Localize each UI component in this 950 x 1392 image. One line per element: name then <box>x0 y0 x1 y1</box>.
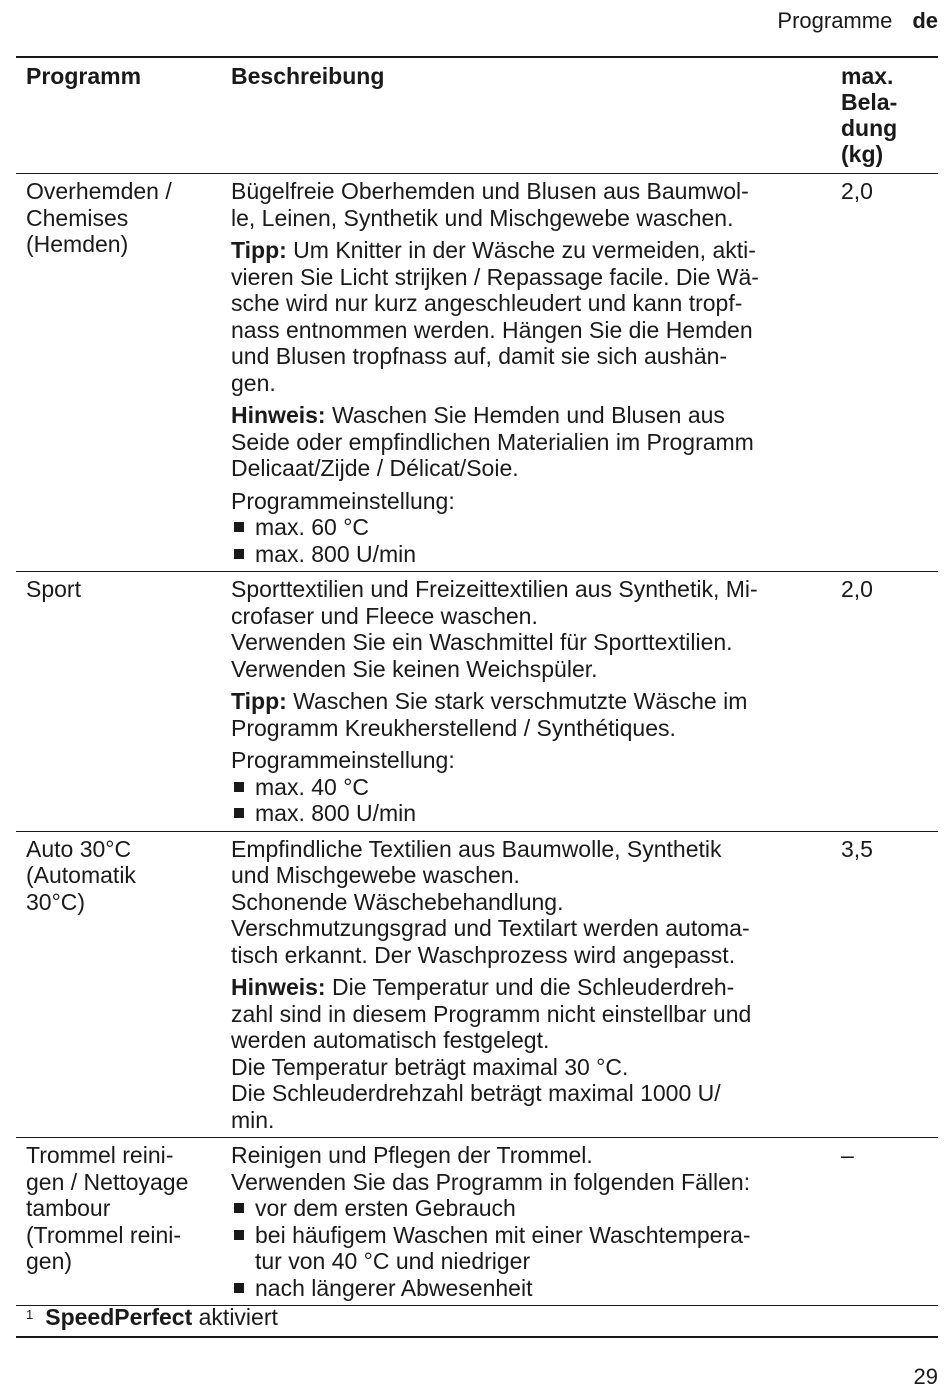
description-paragraph: Sporttextilien und Freizeittextilien aus Synthetik, Mi- crofaser und Fleece waschen. Verwenden Sie ein Waschmittel für Sporttextilien. Verwenden Sie keinen Weichspüler. <box>231 576 758 682</box>
description-paragraph: Reinigen und Pflegen der Trommel. Verwenden Sie das Programm in folgenden Fällen: vor dem ersten Gebrauch bei häufigem Waschen mit einer Waschtempera- tur von 40 °C und niedriger nach längerer Abwesenheit <box>231 1142 827 1301</box>
language-code: de <box>912 8 938 33</box>
program-name: Trommel reini- gen / Nettoyage tambour (Trommel reini- gen) <box>26 1142 189 1274</box>
bullet-square-icon <box>234 549 244 559</box>
list-item: bei häufigem Waschen mit einer Waschtempera- tur von 40 °C und niedriger <box>231 1222 827 1275</box>
note-label: Tipp: <box>231 237 287 263</box>
list-item: max. 60 °C <box>231 514 827 541</box>
table-row <box>16 832 938 1139</box>
footnote-mark: 1 <box>26 1307 34 1322</box>
max-load-value: 2,0 <box>841 178 873 204</box>
description-paragraph: Bügelfreie Oberhemden und Blusen aus Baumwol- le, Leinen, Synthetik und Mischgewebe waschen. <box>231 178 749 231</box>
footnote <box>16 1300 938 1338</box>
bullet-square-icon <box>234 1230 244 1240</box>
page-number: 29 <box>913 1364 938 1389</box>
program-description <box>221 174 831 571</box>
list-item: max. 800 U/min <box>231 800 827 827</box>
table-row <box>16 174 938 572</box>
description-paragraph: Tipp: Waschen Sie stark verschmutzte Wäsche im Programm Kreukherstellend / Synthétiques. <box>231 688 748 741</box>
column-header-max-load: max. Bela- dung (kg) <box>841 63 898 167</box>
program-description <box>221 572 831 831</box>
table-header-row <box>16 58 938 174</box>
max-load-value: – <box>841 1142 854 1168</box>
bullet-square-icon <box>234 808 244 818</box>
bullet-square-icon <box>234 1283 244 1293</box>
bullet-square-icon <box>234 782 244 792</box>
bullet-square-icon <box>234 522 244 532</box>
program-table <box>16 58 938 1306</box>
description-paragraph: Empfindliche Textilien aus Baumwolle, Synthetik und Mischgewebe waschen. Schonende Wäschebehandlung. Verschmutzungsgrad und Textilart werden automa- tisch erkannt. Der Waschprozess wird angepasst. <box>231 835 750 968</box>
description-paragraph: Tipp: Um Knitter in der Wäsche zu vermeiden, akti- vieren Sie Licht strijken / Repassage facile. Die Wä- sche wird nur kurz angeschleudert und kann tropf- nass entnommen werden. Hängen Sie die Hemden und Blusen tropfnass auf, damit sie sich aushän- gen. <box>231 237 759 396</box>
description-paragraph: Hinweis: Waschen Sie Hemden und Blusen aus Seide oder empfindlichen Materialien im Programm Delicaat/Zijde / Délicat/Soie. <box>231 402 754 481</box>
program-description <box>221 1138 831 1305</box>
list-item: vor dem ersten Gebrauch <box>231 1195 827 1222</box>
note-label: Hinweis: <box>231 402 326 428</box>
program-name: Sport <box>26 576 81 602</box>
bullet-list <box>231 514 827 567</box>
bullet-square-icon <box>234 1203 244 1213</box>
program-name: Auto 30°C (Automatik 30°C) <box>26 835 136 915</box>
description-paragraph: Hinweis: Die Temperatur und die Schleuderdreh- zahl sind in diesem Programm nicht einstellbar und werden automatisch festgelegt. Die Temperatur beträgt maximal 30 °C. Die Schleuderdrehzahl beträgt maximal 1000 U/ min. <box>231 974 752 1133</box>
list-item: max. 40 °C <box>231 774 827 801</box>
footnote-keyword: SpeedPerfect <box>45 1304 193 1330</box>
list-item: max. 800 U/min <box>231 541 827 568</box>
max-load-value: 2,0 <box>841 576 873 602</box>
description-paragraph: Programmeinstellung: max. 60 °C max. 800 U/min <box>231 488 827 568</box>
column-header-program: Programm <box>26 63 142 89</box>
program-description <box>221 832 831 1138</box>
running-header <box>777 8 938 34</box>
max-load-value: 3,5 <box>841 835 873 862</box>
program-name: Overhemden / Chemises (Hemden) <box>26 178 172 257</box>
table-row <box>16 1138 938 1306</box>
section-title: Programme <box>777 8 893 33</box>
footnote-text: aktiviert <box>192 1304 278 1330</box>
bullet-list <box>231 774 827 827</box>
bullet-list <box>231 1195 827 1301</box>
list-item: nach längerer Abwesenheit <box>231 1275 827 1302</box>
note-label: Tipp: <box>231 688 287 714</box>
description-paragraph: Programmeinstellung: max. 40 °C max. 800 U/min <box>231 747 827 827</box>
note-label: Hinweis: <box>231 974 326 1000</box>
column-header-description: Beschreibung <box>231 63 385 89</box>
table-row <box>16 572 938 832</box>
